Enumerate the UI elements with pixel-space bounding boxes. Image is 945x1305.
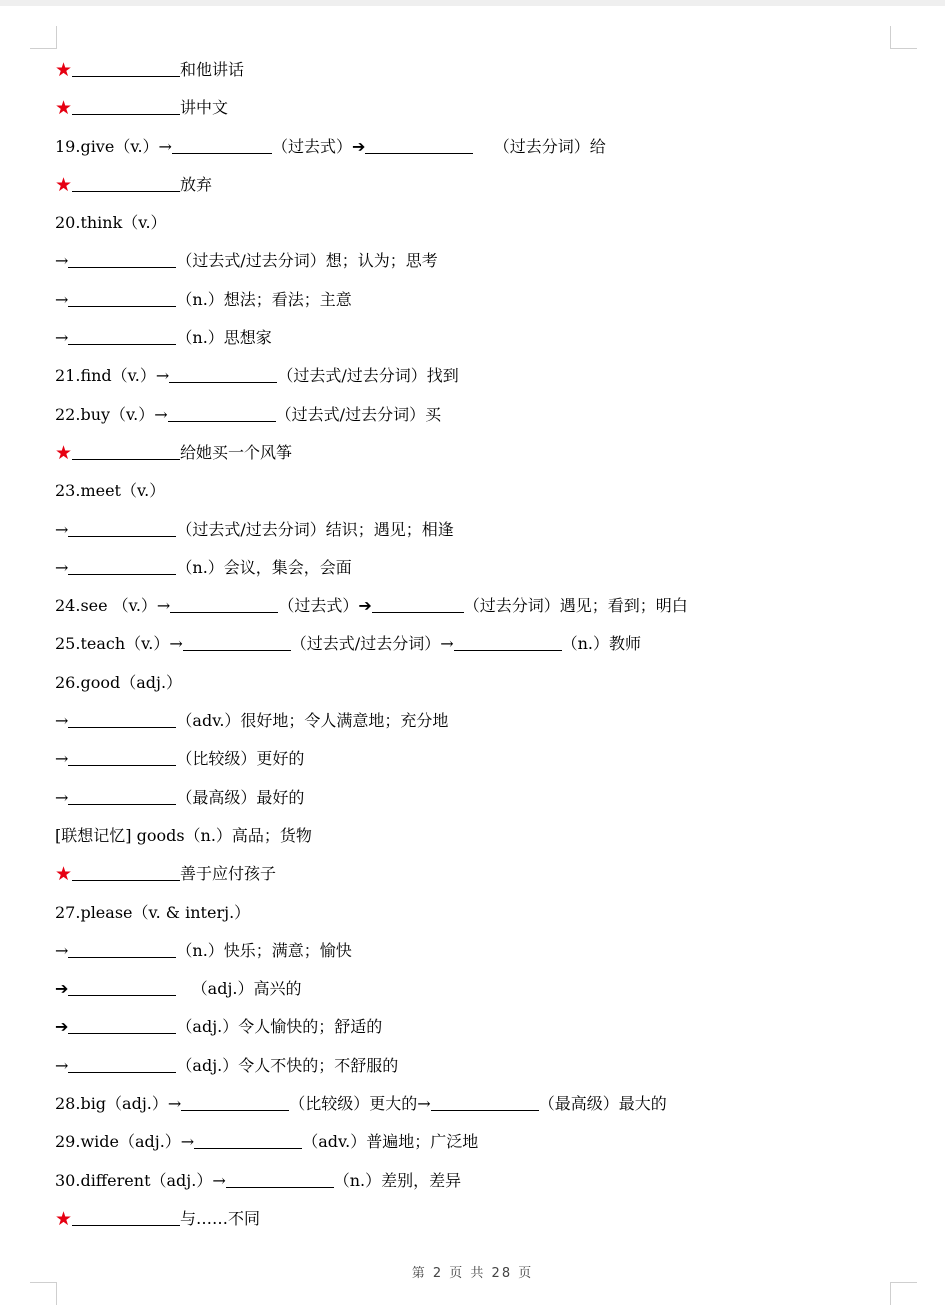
line-text: （过去式/过去分词）买 [275,404,442,424]
line-text: → [55,289,69,309]
exercise-line [55,1128,895,1166]
star-icon: ★ [55,441,73,464]
exercise-line [55,784,895,822]
line-text: 讲中文 [180,98,229,118]
answer-blank[interactable] [68,1013,176,1034]
answer-blank[interactable] [68,784,176,805]
exercise-line [55,286,895,324]
crop-mark-top-left [30,26,57,49]
line-text: （adj.）高兴的 [176,979,302,999]
exercise-line [55,477,895,515]
answer-blank[interactable] [168,401,276,422]
answer-blank[interactable] [72,860,180,881]
line-text: （n.）教师 [561,634,642,654]
exercise-line [55,401,895,439]
line-text: 20.think（v.） [55,213,167,233]
line-text: （n.）会议，集会，会面 [176,557,352,577]
line-text: （adj.）令人愉快的；舒适的 [176,1017,383,1037]
page-top-border [0,0,945,6]
line-text: 19.give（v.）→ [55,136,172,156]
answer-blank[interactable] [169,362,277,383]
line-text: 放弃 [180,174,213,194]
line-text: 29.wide（adj.）→ [55,1132,195,1152]
line-text: → [55,749,69,769]
exercise-line [55,362,895,400]
star-icon: ★ [55,863,73,886]
exercise-line [55,1090,895,1128]
line-text: （adj.）令人不快的；不舒服的 [176,1055,399,1075]
answer-blank[interactable] [170,592,278,613]
exercise-line [55,554,895,592]
line-text: （比较级）更好的 [176,749,305,769]
answer-blank[interactable] [226,1167,334,1188]
line-text: （比较级）更大的→ [289,1094,431,1114]
exercise-line [55,707,895,745]
line-text: 和他讲话 [180,60,245,79]
line-text: → [55,787,69,807]
line-text: ➔ [55,1017,69,1037]
line-text: （过去分词）给 [473,136,606,156]
exercise-line [55,1052,895,1090]
answer-blank[interactable] [365,133,473,154]
exercise-line [55,1205,895,1243]
line-text: → [55,519,69,539]
line-text: （最高级）最好的 [176,787,305,807]
exercise-line [55,324,895,362]
line-text: → [55,1055,69,1075]
line-text: → [55,711,69,731]
line-text: （n.）快乐；满意；愉快 [176,940,352,960]
exercise-line [55,630,895,668]
answer-blank[interactable] [68,745,176,766]
line-text: 30.different（adj.）→ [55,1170,226,1190]
answer-blank[interactable] [68,554,176,575]
line-text: （n.）差别，差异 [333,1170,462,1190]
page-footer: 第 2 页 共 28 页 [411,1266,534,1281]
line-text: 26.good（adj.） [55,672,183,692]
answer-blank[interactable] [372,592,464,613]
line-text: [联想记忆] goods（n.）高品；货物 [55,825,312,845]
crop-mark-top-right [890,26,917,49]
exercise-line [55,171,895,209]
line-text: （n.）想法；看法；主意 [176,289,352,309]
line-text: （最高级）最大的 [538,1094,667,1114]
answer-blank[interactable] [68,247,176,268]
answer-blank[interactable] [68,975,176,996]
exercise-line [55,937,895,975]
answer-blank[interactable] [194,1128,302,1149]
answer-blank[interactable] [68,707,176,728]
line-text: 25.teach（v.）→ [55,634,183,654]
line-text: 给她买一个风筝 [180,442,293,462]
line-text: （过去式/过去分词）想；认为；思考 [176,251,438,271]
exercise-line [55,822,895,860]
exercise-line [55,133,895,171]
answer-blank[interactable] [72,1205,180,1226]
star-icon: ★ [55,59,73,81]
answer-blank[interactable] [454,630,562,651]
answer-blank[interactable] [181,1090,289,1111]
line-text: （adv.）很好地；令人满意地；充分地 [176,711,449,731]
line-text: → [55,251,69,271]
star-icon: ★ [55,1207,73,1230]
line-text: → [55,557,69,577]
line-text: 23.meet（v.） [55,481,166,501]
line-text: 24.see （v.）→ [55,596,171,616]
exercise-line [55,860,895,898]
answer-blank[interactable] [68,1052,176,1073]
answer-blank[interactable] [72,439,180,460]
exercise-line [55,56,895,94]
exercise-line [55,247,895,285]
exercise-line [55,1013,895,1051]
exercise-line [55,94,895,132]
line-text: （过去式/过去分词）结识；遇见；相逢 [176,519,454,539]
line-text: 28.big（adj.）→ [55,1094,182,1114]
line-text: （过去式）➔ [278,596,372,616]
line-text: 22.buy（v.）→ [55,404,168,424]
answer-blank[interactable] [431,1090,539,1111]
line-text: → [55,940,69,960]
answer-blank[interactable] [68,324,176,345]
star-icon: ★ [55,173,73,196]
line-text: （过去式/过去分词）找到 [277,366,459,386]
exercise-line [55,899,895,937]
line-text: 27.please（v. & interj.） [55,902,251,922]
answer-blank[interactable] [68,286,176,307]
exercise-line [55,592,895,630]
line-text: 善于应付孩子 [180,864,277,884]
exercise-line [55,209,895,247]
line-text: → [55,328,69,348]
exercise-line [55,669,895,707]
exercise-line [55,975,895,1013]
line-text: ➔ [55,979,69,999]
answer-blank[interactable] [172,133,272,154]
exercise-line [55,745,895,783]
document-body [55,56,895,1243]
answer-blank[interactable] [68,516,176,537]
exercise-line [55,439,895,477]
exercise-line [55,516,895,554]
line-text: （n.）思想家 [176,328,272,348]
answer-blank[interactable] [72,56,180,77]
line-text: （过去分词）遇见；看到；明白 [463,596,688,616]
star-icon: ★ [55,97,73,120]
exercise-line [55,1167,895,1205]
line-text: 与……不同 [180,1208,261,1228]
answer-blank[interactable] [68,937,176,958]
line-text: （adv.）普遍地；广泛地 [302,1132,479,1152]
answer-blank[interactable] [72,94,180,115]
line-text: （过去式/过去分词）→ [290,634,454,654]
answer-blank[interactable] [72,171,180,192]
line-text: （过去式）➔ [271,136,366,156]
answer-blank[interactable] [183,630,291,651]
line-text: 21.find（v.）→ [55,366,170,386]
